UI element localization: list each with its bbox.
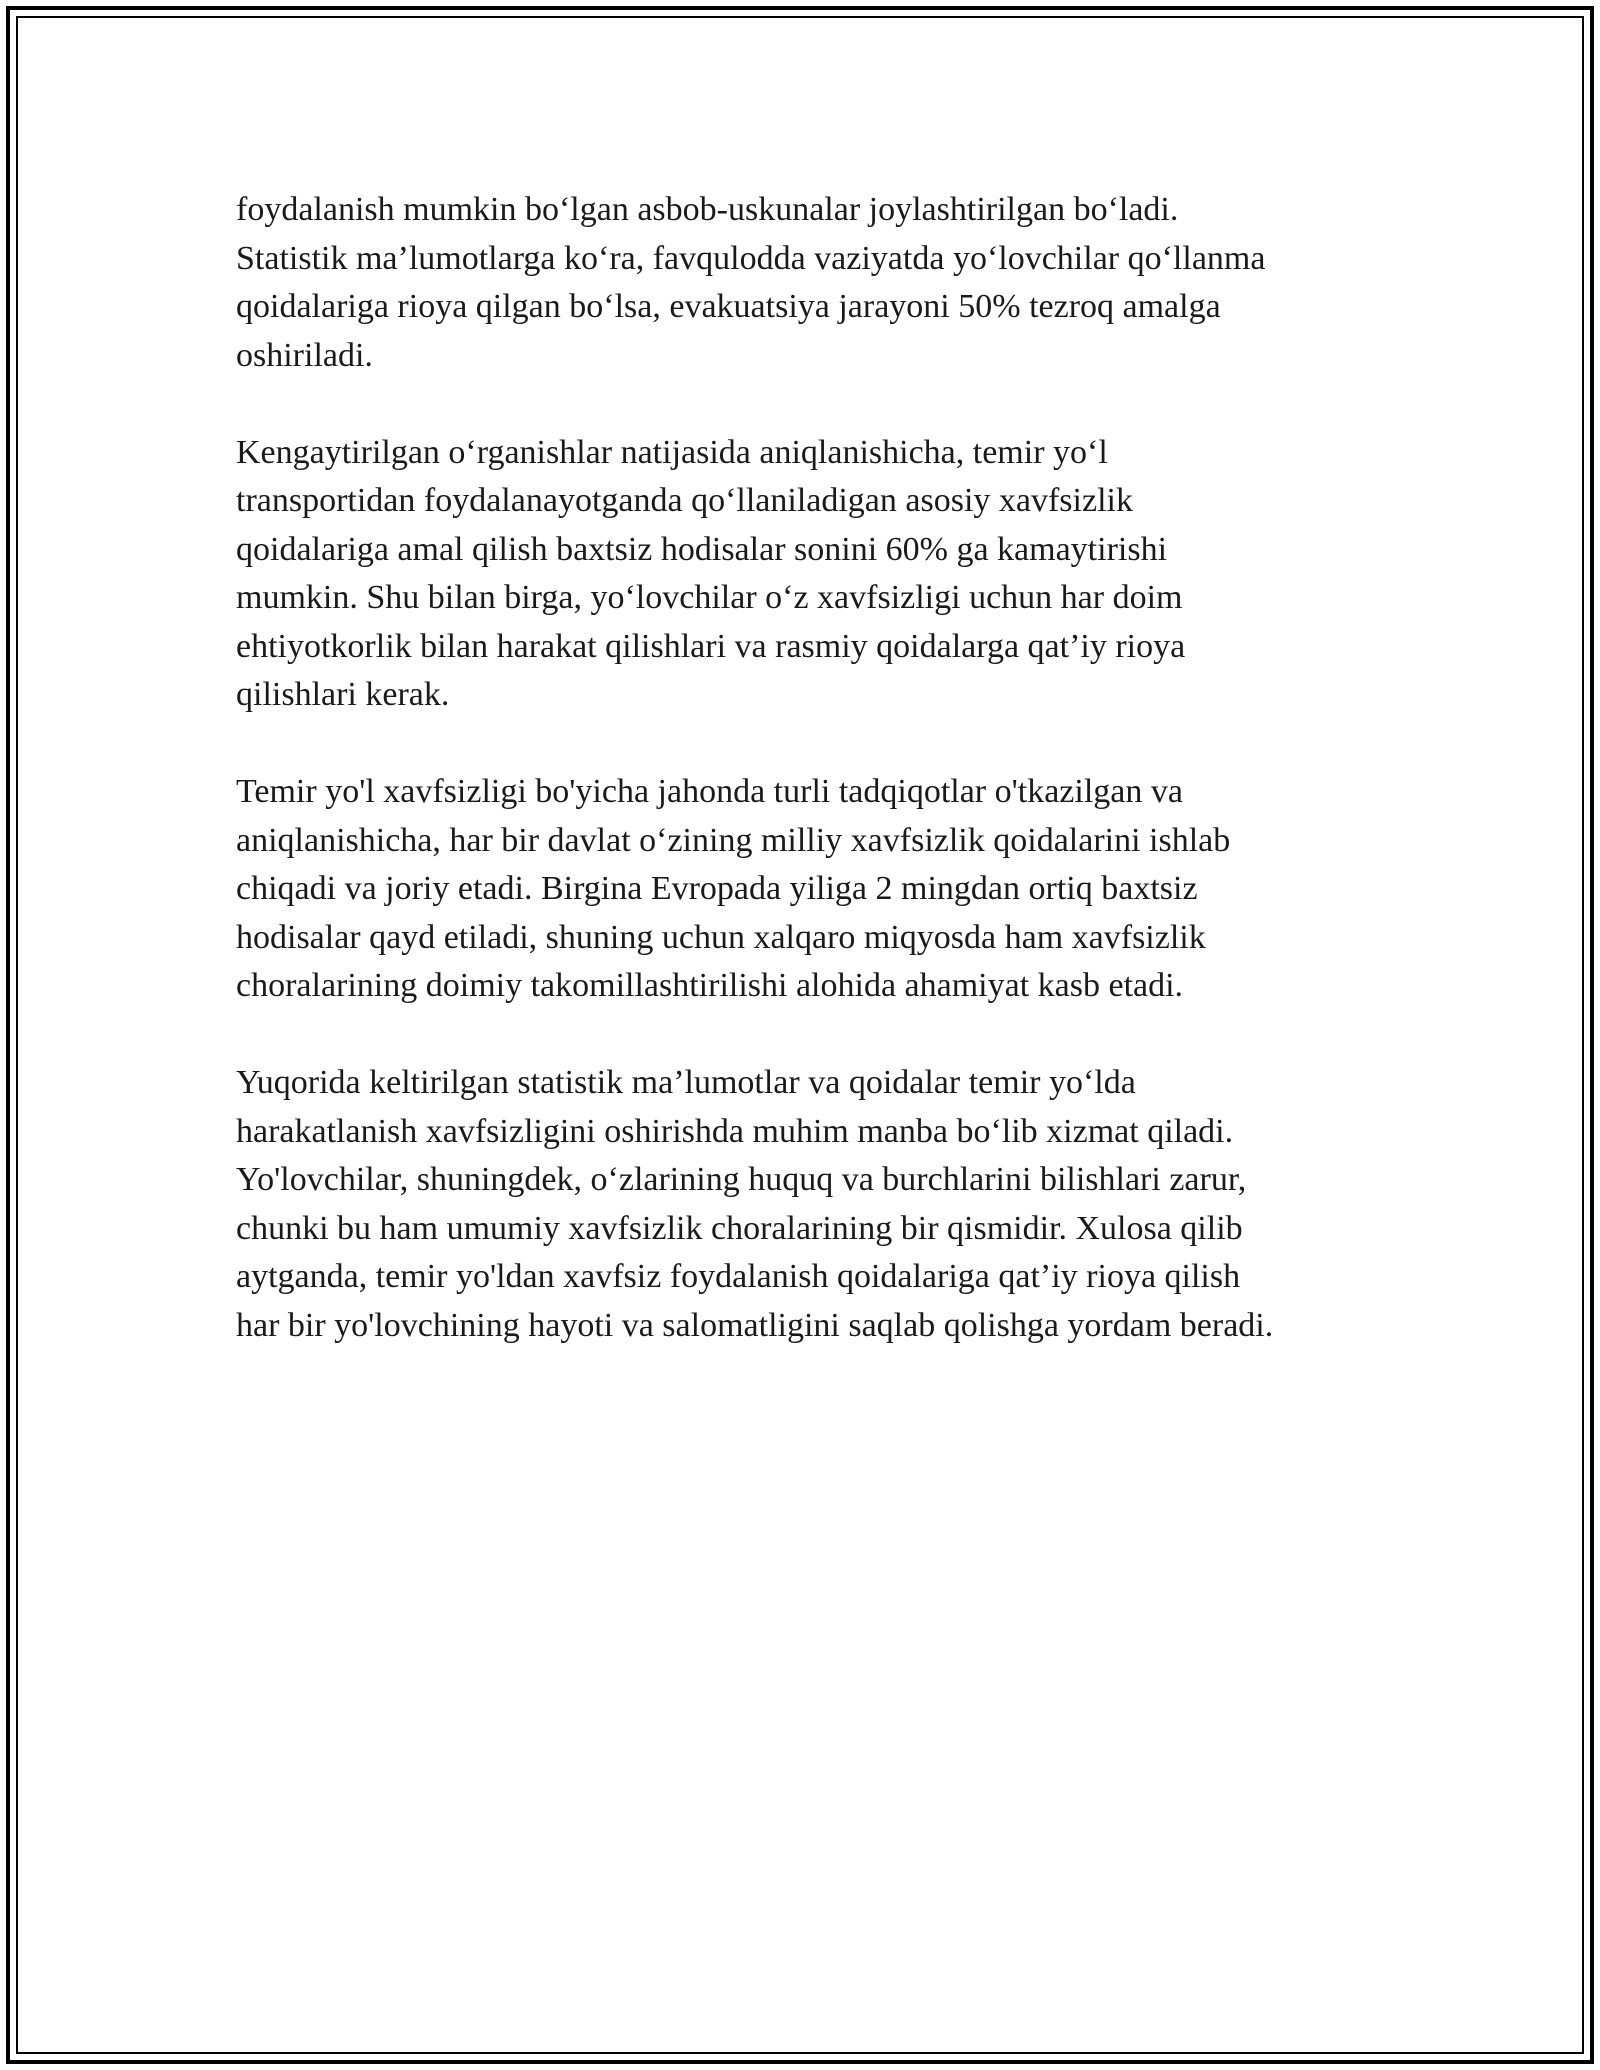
text-line: qoidalariga rioya qilgan bo‘lsa, evakuatsiya jarayoni 50% tezroq amalga: [236, 288, 1221, 325]
text-line: qoidalariga amal qilish baxtsiz hodisalar sonini 60% ga kamaytirishi: [236, 530, 1168, 568]
text-line: Temir yo'l xavfsizligi bo'yicha jahonda turli tadqiqotlar o'tkazilgan va: [236, 773, 1183, 810]
text-line: Yuqorida keltirilgan statistik ma’lumotlar va qoidalar temir yo‘lda: [236, 1064, 1136, 1101]
text-line: har bir yo'lovchining hayoti va salomatligini saqlab qolishga yordam beradi.: [236, 1306, 1274, 1344]
text-line: choralarining doimiy takomillashtirilishi alohida ahamiyat kasb etadi.: [236, 967, 1184, 1004]
paragraph-1: [236, 186, 1366, 380]
paragraph-3: [236, 768, 1366, 1011]
document-body: [236, 186, 1366, 1399]
text-line: aniqlanishicha, har bir davlat o‘zining milliy xavfsizlik qoidalarini ishlab: [236, 821, 1231, 859]
text-line: aytganda, temir yo'ldan xavfsiz foydalanish qoidalariga qat’iy rioya qilish: [236, 1258, 1241, 1295]
text-line: transportidan foydalanayotganda qo‘llaniladigan asosiy xavfsizlik: [236, 482, 1133, 519]
text-line: foydalanish mumkin bo‘lgan asbob-uskunalar joylashtirilgan bo‘ladi.: [236, 191, 1179, 228]
paragraph-4: [236, 1059, 1366, 1350]
text-line: mumkin. Shu bilan birga, yo‘lovchilar o‘z xavfsizligi uchun har doim: [236, 579, 1183, 616]
text-line: hodisalar qayd etiladi, shuning uchun xalqaro miqyosda ham xavfsizlik: [236, 918, 1206, 956]
text-line: ehtiyotkorlik bilan harakat qilishlari va rasmiy qoidalarga qat’iy rioya: [236, 627, 1186, 665]
text-line: Statistik ma’lumotlarga ko‘ra, favqulodda vaziyatda yo‘lovchilar qo‘llanma: [236, 239, 1266, 277]
text-line: qilishlari kerak.: [236, 676, 450, 713]
text-line: Kengaytirilgan o‘rganishlar natijasida aniqlanishicha, temir yo‘l: [236, 433, 1108, 471]
text-line: Yo'lovchilar, shuningdek, o‘zlarining huquq va burchlarini bilishlari zarur,: [236, 1161, 1247, 1198]
text-line: chunki bu ham umumiy xavfsizlik choralarining bir qismidir. Xulosa qilib: [236, 1209, 1243, 1247]
text-line: oshiriladi.: [236, 336, 373, 374]
text-line: harakatlanish xavfsizligini oshirishda muhim manba bo‘lib xizmat qiladi.: [236, 1112, 1234, 1150]
paragraph-2: [236, 429, 1366, 720]
text-line: chiqadi va joriy etadi. Birgina Evropada yiliga 2 mingdan ortiq baxtsiz: [236, 870, 1198, 907]
